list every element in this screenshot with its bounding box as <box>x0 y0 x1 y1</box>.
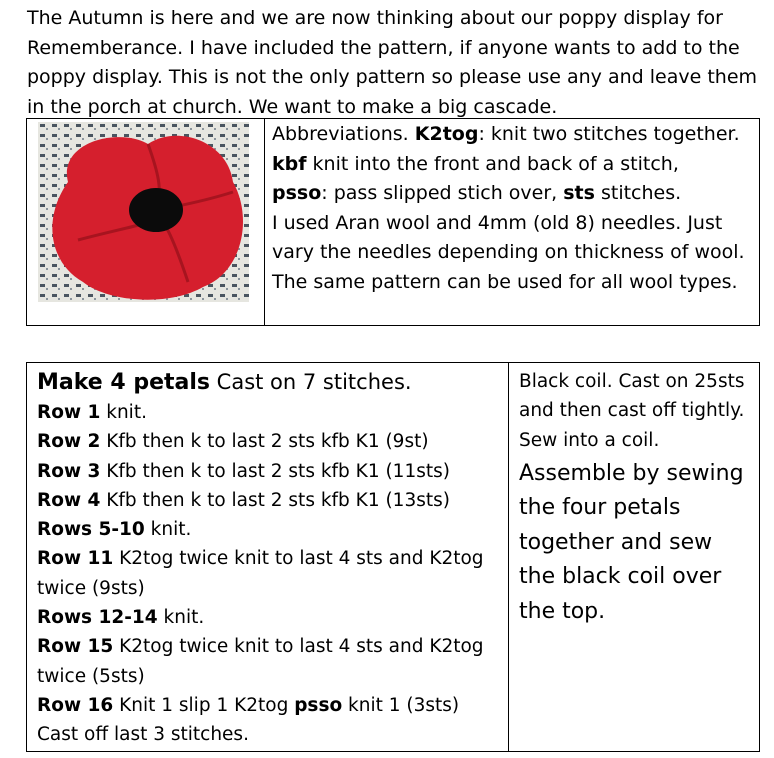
abbrev-kbf-term: kbf <box>272 152 307 175</box>
row-text: Kfb then k to last 2 sts kfb K1 (9st) <box>100 431 429 453</box>
row-label: Row 1 <box>37 402 101 423</box>
row-instruction <box>37 691 508 720</box>
abbreviations-text <box>272 120 755 297</box>
row-instruction <box>37 544 508 603</box>
assembly-instructions <box>519 367 755 629</box>
row-text: Kfb then k to last 2 sts kfb K1 (11sts) <box>100 460 450 482</box>
row-instruction <box>37 632 508 691</box>
row-text: Kfb then k to last 2 sts kfb K1 (13sts) <box>100 489 450 511</box>
abbrev-psso-def: : pass slipped stich over, <box>321 182 564 204</box>
abbreviations-table <box>26 118 760 326</box>
petal-heading <box>37 367 508 398</box>
poppy-center <box>129 188 183 232</box>
pattern-table <box>26 362 760 752</box>
assemble-instruction: Assemble by sewing the four petals together and sew the black coil over the top. <box>519 460 744 624</box>
needles-note: I used Aran wool and 4mm (old 8) needles. Just vary the needles depending on thickness of wool. The same pattern can be used for all wool types. <box>272 211 745 293</box>
row-text: K2tog twice knit to last 4 sts and K2tog twice (9sts) <box>37 548 484 599</box>
row-label: Rows 12-14 <box>37 607 158 629</box>
row-text: knit. <box>144 519 192 541</box>
row-label: Row 4 <box>37 489 101 511</box>
abbrev-kbf-def: knit into the front and back of a stitch, <box>306 152 679 175</box>
row-label: Row 16 <box>37 694 114 716</box>
row-instruction <box>37 398 508 427</box>
row-instruction <box>37 457 508 486</box>
abbrev-psso-term: psso <box>272 182 322 204</box>
row-label: Row 2 <box>37 431 101 453</box>
row-label: Rows 5-10 <box>37 519 145 541</box>
row-label: Row 11 <box>37 548 114 570</box>
row-instruction <box>37 486 508 515</box>
black-coil-instruction: Black coil. Cast on 25sts and then cast off tightly. Sew into a coil. <box>519 371 745 451</box>
row-text: knit. <box>100 402 147 423</box>
row-instruction <box>37 515 508 544</box>
poppy-image-cell <box>27 119 265 325</box>
abbrev-lead: Abbreviations. <box>272 123 415 145</box>
row-psso-term: psso <box>294 694 343 716</box>
row-text: K2tog twice knit to last 4 sts and K2tog twice (5sts) <box>37 636 484 687</box>
knitted-poppy-image <box>38 122 249 302</box>
row-instruction <box>37 427 508 456</box>
row-text: knit. <box>157 607 205 629</box>
row-label: Row 15 <box>37 636 114 658</box>
row-text: knit 1 (3sts) <box>342 694 460 716</box>
abbrev-sts-term: sts <box>563 182 595 204</box>
petal-instructions <box>27 363 509 751</box>
petal-heading-rest: Cast on 7 stitches. <box>210 370 412 394</box>
row-label: Row 3 <box>37 460 101 482</box>
abbrev-k2tog-term: K2tog <box>414 123 479 145</box>
intro-paragraph: The Autumn is here and we are now thinking about our poppy display for Rememberance. I have included the pattern, if anyone wants to add to the poppy display. This is not the only pattern so please use any and leave them in the porch at church. We want to make a big cascade. <box>27 7 758 118</box>
abbrev-k2tog-def: : knit two stitches together. <box>478 123 740 145</box>
row-instruction <box>37 603 508 632</box>
row-text: Knit 1 slip 1 K2tog <box>113 694 295 716</box>
petal-heading-bold: Make 4 petals <box>37 370 210 395</box>
abbrev-sts-def: stitches. <box>594 182 682 204</box>
cast-off-instruction: Cast off last 3 stitches. <box>37 724 249 746</box>
